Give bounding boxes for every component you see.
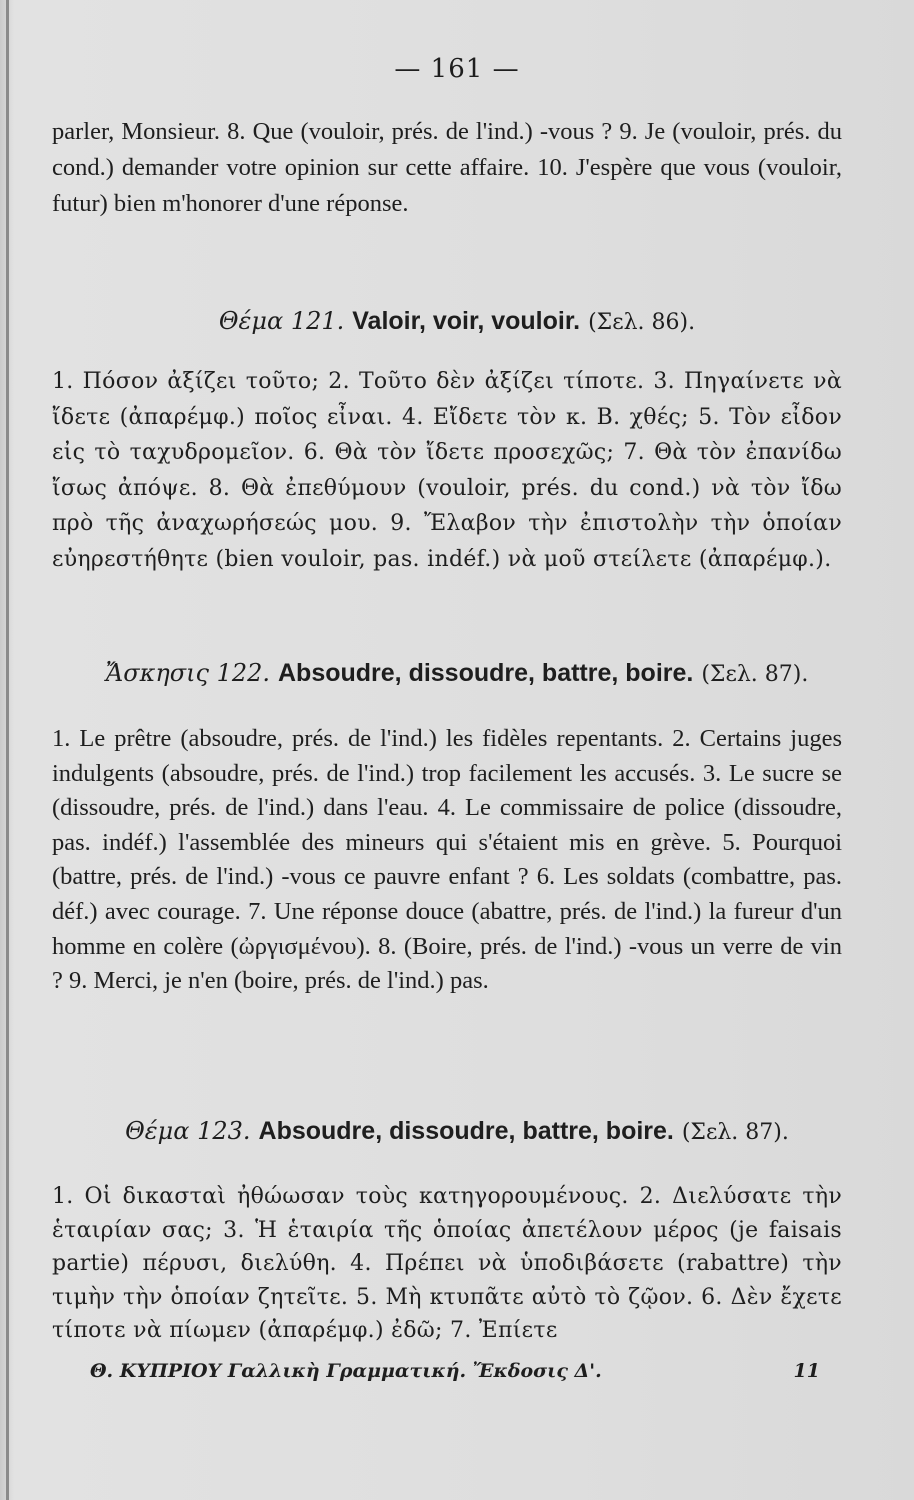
section-121-label: Θέμα 121. [218,307,345,335]
section-123-ref: (Σελ. 87). [681,1120,789,1145]
footer [90,1360,820,1382]
section-122-text: 1. Le prêtre (absoudre, prés. de l'ind.) les fidèles repentants. 2. Certains juges indulgents (absoudre, prés. de l'ind.) trop facilement les accusés. 3. Le sucre se (dissoudre, prés. de l'ind.) dans l'eau. 4. Le commissaire de police (dissoudre, pas. indéf.) l'assemblée des mineurs qui s'étaient mis en grève. 5. Pourquoi (battre, prés. de l'ind.) -vous ce pauvre enfant ? 6. Les soldats (combattre, pas. déf.) avec courage. 7. Une réponse douce (abattre, prés. de l'ind.) la fureur d'un homme en colère (ὠργισμένου). 8. (Boire, prés. de l'ind.) -vous un verre de vin ? 9. Merci, je n'en (boire, prés. de l'ind.) pas. [52,725,842,995]
footer-signature: 11 [793,1360,820,1382]
section-123-label: Θέμα 123. [125,1117,251,1145]
binding-edge [6,0,9,1500]
intro-paragraph: parler, Monsieur. 8. Que (vouloir, prés. de l'ind.) -vous ? 9. Je (vouloir, prés. du cond.) demander votre opinion sur cette affaire. 10. J'espère que vous (vouloir, futur) bien m'honorer d'une réponse. [52,118,842,217]
section-122-block [52,722,842,999]
section-123-heading [0,1116,914,1146]
section-121-block [52,364,842,577]
section-123-text: 1. Οἱ δικασταὶ ἠθώωσαν τοὺς κατηγορουμένους. 2. Διελύσατε τὴν ἑταιρίαν σας; 3. Ἡ ἑταιρία τῆς ὁποίας ἀπετέλουν μέρος (je faisais partie) πέρυσι, διελύθη. 4. Πρέπει νὰ ὑποδιβάσετε (rabattre) τὴν τιμὴν τὴν ὁποίαν ζητεῖτε. 5. Μὴ κτυπᾶτε αὐτὸ τὸ ζῷον. 6. Δὲν ἔχετε τίποτε νὰ πίωμεν (ἀπαρέμφ.) ἐδῶ; 7. Ἐπίετε [52,1184,842,1343]
section-122-title: Absoudre, dissoudre, battre, boire. [278,659,694,687]
section-122-label: Ἄσκησις 122. [105,659,271,687]
footer-text: Θ. ΚΥΠΡΙΟΥ Γαλλικὴ Γραμματική. Ἔκδοσις Δ'. [90,1360,602,1382]
section-122-heading [0,658,914,688]
section-121-text: 1. Πόσον ἀξίζει τοῦτο; 2. Τοῦτο δὲν ἀξίζει τίποτε. 3. Πηγαίνετε νὰ ἴδετε (ἀπαρέμφ.) ποῖος εἶναι. 4. Εἴδετε τὸν κ. Β. χθές; 5. Τὸν εἶδον εἰς τὸ ταχυδρομεῖον. 6. Θὰ τὸν ἴδετε προσεχῶς; 7. Θὰ τὸν ἐπανίδω ἴσως ἀπόψε. 8. Θὰ ἐπεθύμουν (vouloir, prés. du cond.) νὰ τὸν ἴδω πρὸ τῆς ἀναχωρήσεώς μου. 9. Ἔλαβον τὴν ἐπιστολὴν τὴν ὁποίαν εὐηρεστήθητε (bien vouloir, pas. indéf.) νὰ μοῦ στείλετε (ἀπαρέμφ.). [52,369,842,572]
section-121-heading [0,306,914,336]
page-number: — 161 — [394,54,520,84]
section-123-title: Absoudre, dissoudre, battre, boire. [258,1117,674,1145]
section-121-title: Valoir, voir, vouloir. [352,307,581,335]
section-122-ref: (Σελ. 87). [701,662,809,687]
section-121-ref: (Σελ. 86). [588,310,696,335]
intro-block [52,114,842,222]
section-123-block [52,1180,842,1348]
